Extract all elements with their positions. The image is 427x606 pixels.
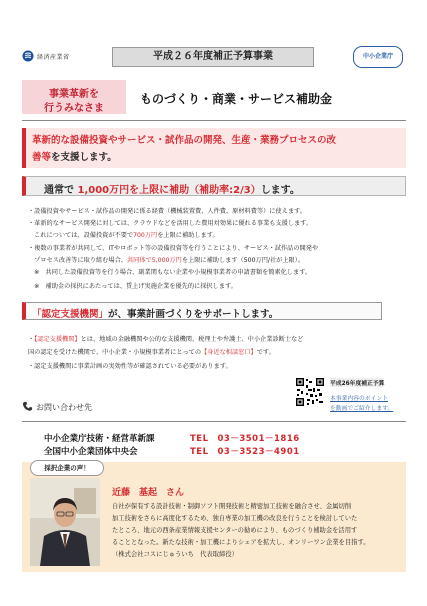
intro-line-2-rest: を支援します。 xyxy=(51,152,117,163)
support-line: ・【認定支援機関】とは、地域の金融機関や公的な支援機関、税理士や弁護士、中小企業診断士など xyxy=(28,336,304,343)
testimonial-line: 加工技術をさらに高度化するため、独自専業の加工機の改良を行うことを検討していた xyxy=(112,515,358,522)
catch-line-2: 行うみなさま xyxy=(44,103,104,114)
contact-org: 全国中小企業団体中央会 xyxy=(44,447,138,457)
support-line: 国の認定を受けた機関で、中小企業・小規模事業者にとっての【身近な相談窓口】です。 xyxy=(28,349,275,356)
bullet-line: ・複数の事業者が共同して、ITやロボット等の設備投資等を行うことにより、サービス・試作品の開発や xyxy=(28,245,319,252)
testimonial-line: （株式会社コスにじゅういち 代表取締役） xyxy=(112,551,238,558)
qr-code-icon[interactable] xyxy=(295,377,325,407)
meti-logo xyxy=(22,46,102,66)
support-heading xyxy=(32,306,278,320)
meti-logo-icon xyxy=(22,50,34,62)
promo-link-line-2[interactable]: を動画でご紹介します。 xyxy=(330,406,394,412)
bullet-line: これについては、設備投資が不要で700万円を上限に補助します。 xyxy=(28,232,219,239)
subsidy-post: します。 xyxy=(260,185,300,196)
page-title: ものづくり・商業・サービス補助金 xyxy=(140,92,333,106)
subsidy-amount: 1,000万円を上限に補助（補助率:2/3） xyxy=(77,185,261,196)
support-heading-red: 「認定支援機関」 xyxy=(32,309,109,320)
note-line: ※ 補助金の採択にあたっては、賃上げ実施企業を優先的に採択します。 xyxy=(28,283,237,290)
divider xyxy=(22,421,406,422)
intro-line-2-red: 善等 xyxy=(32,152,52,163)
testimonial-tag: 採択企業の声！ xyxy=(30,460,104,476)
catch-line-1: 事業革新を xyxy=(49,89,99,100)
phone-icon xyxy=(22,401,33,412)
support-heading-rest: が、事業計画づくりをサポートします。 xyxy=(108,309,279,320)
testimonial-line: たところ、地元の西条産業情報支援センターの勧めにより、ものづくり補助金を活用す xyxy=(112,527,358,534)
support-line: ・認定支援機関に事業計画の実効性等が確認されている必要があります。 xyxy=(28,363,232,370)
budget-banner: 平成２６年度補正予算事業 xyxy=(112,47,314,67)
testimonial-person: 近藤 基起 さん xyxy=(112,488,185,498)
intro-line-2 xyxy=(32,149,402,163)
contact-label: お問い合わせ先 xyxy=(36,403,92,412)
contact-tel[interactable]: TEL 03－3501－1816 xyxy=(190,434,300,444)
bullet-line: プロセス改善等に取り組む場合、共同体で5,000万円を上限に補助します（500万円/社が上限）。 xyxy=(28,257,305,264)
note-line: ※ 共同した設備投資等を行う場合、副業関もない企業や小規模事業者の申請書類を簡素化します。 xyxy=(28,269,312,276)
intro-line-1: 革新的な設備投資やサービス・試作品の開発、生産・業務プロセスの改 xyxy=(32,135,337,146)
sme-agency-logo: 中小企業庁 xyxy=(353,46,403,68)
testimonial-line: 自社が保有する設計技術・制御ソフト開発技術と精密加工技術を融合させ、金属切削 xyxy=(112,503,352,510)
promo-title: 平成26年度補正予算 xyxy=(330,378,384,387)
subsidy-pre: 通常で xyxy=(44,185,74,196)
contact-org: 中小企業庁技術・経営革新課 xyxy=(44,434,155,444)
ministry-name: 経済産業省 xyxy=(37,53,70,61)
promo-link-line-1[interactable]: 本事業内容のポイント xyxy=(330,396,388,402)
subsidy-text xyxy=(44,181,300,196)
bullet-line: ・設備投資やサービス・試作品の開発に係る経費（機械装置費、人件費、原材料費等）に使えます。 xyxy=(28,208,306,215)
catch-box xyxy=(22,80,126,114)
person-photo xyxy=(30,478,100,566)
divider xyxy=(22,120,406,121)
contact-tel[interactable]: TEL 03－3523－4901 xyxy=(190,447,300,457)
bullet-line: ・革新的なサービス開発に対しては、クラウドなどを活用した費用対効果に優れる事業も支援します。 xyxy=(28,220,313,227)
testimonial-line: ることとなった。新たな技術・加工機によりシェアを拡大し、オンリーワン企業を目指す。 xyxy=(112,539,370,546)
